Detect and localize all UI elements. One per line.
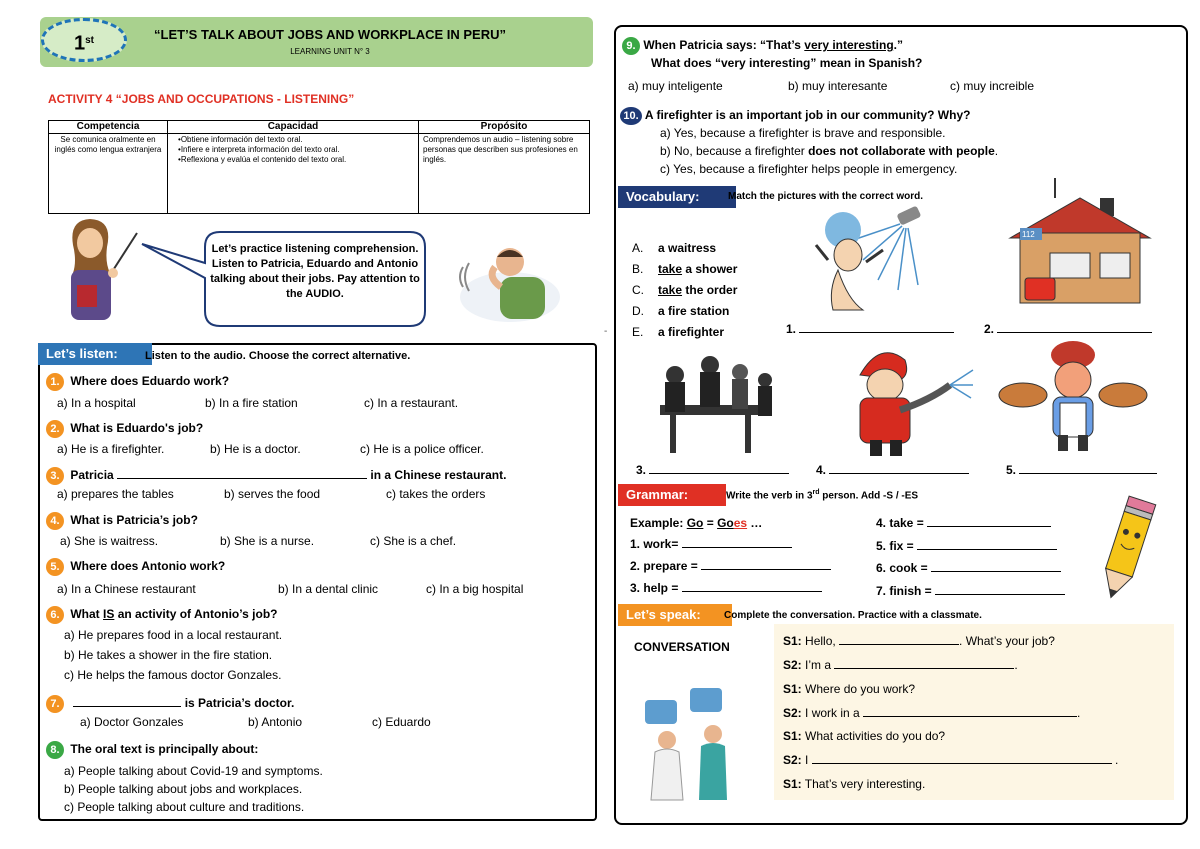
table-header: Competencia xyxy=(49,121,168,134)
list-item: • Reflexiona y evalúa el contenido del texto oral. xyxy=(178,155,414,165)
option[interactable]: c) He is a police officer. xyxy=(360,442,484,456)
blank-label: 3. xyxy=(636,463,789,477)
question-6 xyxy=(46,606,277,624)
option[interactable]: b) He takes a shower in the fire station. xyxy=(64,648,273,662)
grammar-item-1: 1. work= xyxy=(630,537,792,551)
capacidad-cell xyxy=(168,134,419,214)
question-5 xyxy=(46,558,225,576)
grammar-label: Grammar: xyxy=(618,484,726,506)
option[interactable]: b) People talking about jobs and workplaces. xyxy=(64,782,303,796)
page-title: “LET’S TALK ABOUT JOBS AND WORKPLACE IN PERU” xyxy=(154,27,506,42)
question-9 xyxy=(622,37,903,55)
list-item: • Infiere e interpreta información del texto oral. xyxy=(178,145,414,155)
vocabulary-label: Vocabulary: xyxy=(618,186,736,208)
question-number-badge: 8. xyxy=(46,741,64,759)
option-text-bold: does not collaborate with people xyxy=(808,144,995,158)
option[interactable]: a) In a hospital xyxy=(57,396,136,410)
option[interactable]: b) serves the food xyxy=(224,487,321,501)
option[interactable]: c) Yes, because a firefighter helps people in emergency. xyxy=(660,162,958,176)
question-4 xyxy=(46,512,198,530)
answer-blank[interactable] xyxy=(117,466,367,479)
pencil-illustration xyxy=(1095,488,1160,606)
answer-blank[interactable] xyxy=(927,516,1051,527)
question-10 xyxy=(620,107,970,125)
question-text-end: is Patricia’s doctor. xyxy=(184,696,295,710)
grammar-item-7: 7. finish = xyxy=(876,584,1065,598)
vocabulary-instruction: Match the pictures with the correct word. xyxy=(728,191,924,202)
question-1 xyxy=(46,373,229,391)
option[interactable]: c) She is a chef. xyxy=(370,534,457,548)
question-text-end: an activity of Antonio’s job? xyxy=(117,607,278,621)
question-text-start: What xyxy=(70,607,100,621)
question-9-subtext: What does “very interesting” mean in Spanish? xyxy=(651,56,923,70)
answer-blank[interactable] xyxy=(917,539,1057,550)
blank-label: 5. xyxy=(1006,463,1157,477)
question-number-badge: 1. xyxy=(46,373,64,391)
question-number-badge: 3. xyxy=(46,467,64,485)
speak-label: Let’s speak: xyxy=(618,604,732,626)
grammar-item-6: 6. cook = xyxy=(876,561,1061,575)
conversation-illustration xyxy=(635,682,750,802)
answer-blank[interactable] xyxy=(799,322,954,333)
option[interactable]: b) He is a doctor. xyxy=(210,442,301,456)
question-number-badge: 7. xyxy=(46,695,64,713)
teacher-illustration xyxy=(55,215,140,327)
question-text-underlined: IS xyxy=(103,607,115,621)
grade-suffix: st xyxy=(85,35,95,46)
answer-blank[interactable] xyxy=(997,322,1152,333)
waitress-picture xyxy=(998,335,1150,453)
answer-blank[interactable] xyxy=(682,581,822,592)
question-7 xyxy=(46,694,294,713)
conversation-line: S1: What activities do you do? xyxy=(783,729,946,743)
competency-table xyxy=(48,120,590,214)
option[interactable]: a) People talking about Covid-19 and symptoms. xyxy=(64,764,323,778)
option[interactable]: b) muy interesante xyxy=(788,79,888,93)
unit-label: LEARNING UNIT N° 3 xyxy=(290,47,370,56)
option[interactable]: c) In a big hospital xyxy=(426,582,524,596)
grammar-instruction: Write the verb in 3rd person. Add -S / -ES xyxy=(726,489,919,502)
option[interactable]: a) She is waitress. xyxy=(60,534,159,548)
proposito-cell: Comprendemos un audio – listening sobre personas que describen sus profesiones en inglés. xyxy=(419,134,590,214)
grammar-item-3: 3. help = xyxy=(630,581,822,595)
option[interactable] xyxy=(660,144,998,158)
shower-picture xyxy=(808,200,948,312)
blank-label: 4. xyxy=(816,463,969,477)
option[interactable]: b) Antonio xyxy=(248,715,303,729)
question-text: What is Patricia’s job? xyxy=(70,513,198,527)
question-number-badge: 9. xyxy=(622,37,640,55)
vocabulary-word-list xyxy=(632,238,737,343)
listening-man-illustration xyxy=(455,237,565,322)
answer-blank[interactable] xyxy=(682,537,792,548)
speech-bubble-text: Let’s practice listening comprehension. Listen to Patricia, Eduardo and Antonio talking about their jobs. Pay attention to the AUDIO. xyxy=(210,243,420,300)
option[interactable]: a) muy inteligente xyxy=(628,79,723,93)
conversation-title: CONVERSATION xyxy=(634,640,730,654)
answer-blank[interactable] xyxy=(935,584,1065,595)
grammar-item-4: 4. take = xyxy=(876,516,1051,530)
list-item: C. take the order xyxy=(632,283,738,297)
conversation-line: S1: That’s very interesting. xyxy=(783,777,926,791)
option[interactable]: b) In a fire station xyxy=(205,396,298,410)
option[interactable]: c) takes the orders xyxy=(386,487,486,501)
building-sign-text: 112 xyxy=(1022,230,1035,239)
question-number-badge: 4. xyxy=(46,512,64,530)
option-text-start: b) No, because a firefighter xyxy=(660,144,809,158)
question-text: Where does Eduardo work? xyxy=(70,374,230,388)
firefighter-picture xyxy=(835,340,975,458)
conversation-line: S1: Where do you work? xyxy=(783,682,916,696)
grammar-example: Example: Go = Goes … xyxy=(630,516,763,530)
option[interactable]: a) Yes, because a firefighter is brave and responsible. xyxy=(660,126,946,140)
option[interactable]: b) In a dental clinic xyxy=(278,582,379,596)
question-number-badge: 6. xyxy=(46,606,64,624)
answer-blank[interactable] xyxy=(649,463,789,474)
answer-blank[interactable] xyxy=(73,694,181,707)
question-text-start: Patricia xyxy=(70,468,114,482)
fire-station-picture xyxy=(1005,178,1155,308)
question-text-end: .” xyxy=(893,38,904,52)
blank-label: 2. xyxy=(984,322,1152,336)
answer-blank[interactable] xyxy=(839,634,959,645)
question-text: Where does Antonio work? xyxy=(70,559,226,573)
question-text-end: in a Chinese restaurant. xyxy=(370,468,507,482)
listen-label: Let’s listen: xyxy=(38,343,152,365)
question-8 xyxy=(46,741,258,759)
question-text: A firefighter is an important job in our community? Why? xyxy=(644,108,971,122)
competencia-cell: Se comunica oralmente en inglés como lengua extranjera xyxy=(49,134,168,214)
restaurant-picture xyxy=(640,350,780,455)
grade-number: 1 xyxy=(73,32,86,55)
option[interactable]: c) People talking about culture and traditions. xyxy=(64,800,305,814)
option-text-end: . xyxy=(994,144,999,158)
question-text: What is Eduardo's job? xyxy=(70,421,204,435)
option[interactable]: a) In a Chinese restaurant xyxy=(57,582,196,596)
listen-instruction: Listen to the audio. Choose the correct alternative. xyxy=(145,350,411,362)
option[interactable]: c) In a restaurant. xyxy=(364,396,459,410)
option[interactable]: c) muy increible xyxy=(950,79,1035,93)
answer-blank[interactable] xyxy=(931,561,1061,572)
question-2 xyxy=(46,420,203,438)
grammar-item-2: 2. prepare = xyxy=(630,559,831,573)
answer-blank[interactable] xyxy=(863,706,1077,717)
conversation-line: S2: I’m a . xyxy=(783,658,1018,672)
speak-instruction: Complete the conversation. Practice with a classmate. xyxy=(724,610,982,621)
question-text-underlined: very interesting xyxy=(804,38,894,52)
answer-blank[interactable] xyxy=(701,559,831,570)
list-item: A. a waitress xyxy=(632,241,717,255)
option[interactable]: c) He helps the famous doctor Gonzales. xyxy=(64,668,282,682)
table-header: Propósito xyxy=(419,121,590,134)
blank-label: 1. xyxy=(786,322,954,336)
answer-blank[interactable] xyxy=(812,753,1112,764)
question-number-badge: 2. xyxy=(46,420,64,438)
list-item: B. take a shower xyxy=(632,262,738,276)
separator-dash: - xyxy=(604,326,608,337)
list-item: E. a firefighter xyxy=(632,325,725,339)
table-header: Capacidad xyxy=(168,121,419,134)
option[interactable]: a) He prepares food in a local restaurant. xyxy=(64,628,283,642)
option[interactable]: a) Doctor Gonzales xyxy=(80,715,184,729)
grade-badge xyxy=(41,18,127,62)
list-item: • Obtiene información del texto oral. xyxy=(178,135,414,145)
question-number-badge: 5. xyxy=(46,558,64,576)
question-3 xyxy=(46,466,506,485)
option[interactable]: c) Eduardo xyxy=(372,715,431,729)
answer-blank[interactable] xyxy=(829,463,969,474)
answer-blank[interactable] xyxy=(1019,463,1157,474)
grammar-item-5: 5. fix = xyxy=(876,539,1057,553)
answer-blank[interactable] xyxy=(834,658,1014,669)
conversation-line: S1: Hello, . What’s your job? xyxy=(783,634,1055,648)
option[interactable]: a) prepares the tables xyxy=(57,487,174,501)
question-text-start: When Patricia says: “That’s xyxy=(643,38,805,52)
question-number-badge: 10. xyxy=(620,107,642,125)
conversation-line: S2: I . xyxy=(783,753,1119,767)
conversation-line: S2: I work in a . xyxy=(783,706,1081,720)
option[interactable]: a) He is a firefighter. xyxy=(57,442,165,456)
activity-title: ACTIVITY 4 “JOBS AND OCCUPATIONS - LISTENING” xyxy=(48,92,355,106)
list-item: D. a fire station xyxy=(632,304,730,318)
question-text: The oral text is principally about: xyxy=(70,742,259,756)
option[interactable]: b) She is a nurse. xyxy=(220,534,315,548)
